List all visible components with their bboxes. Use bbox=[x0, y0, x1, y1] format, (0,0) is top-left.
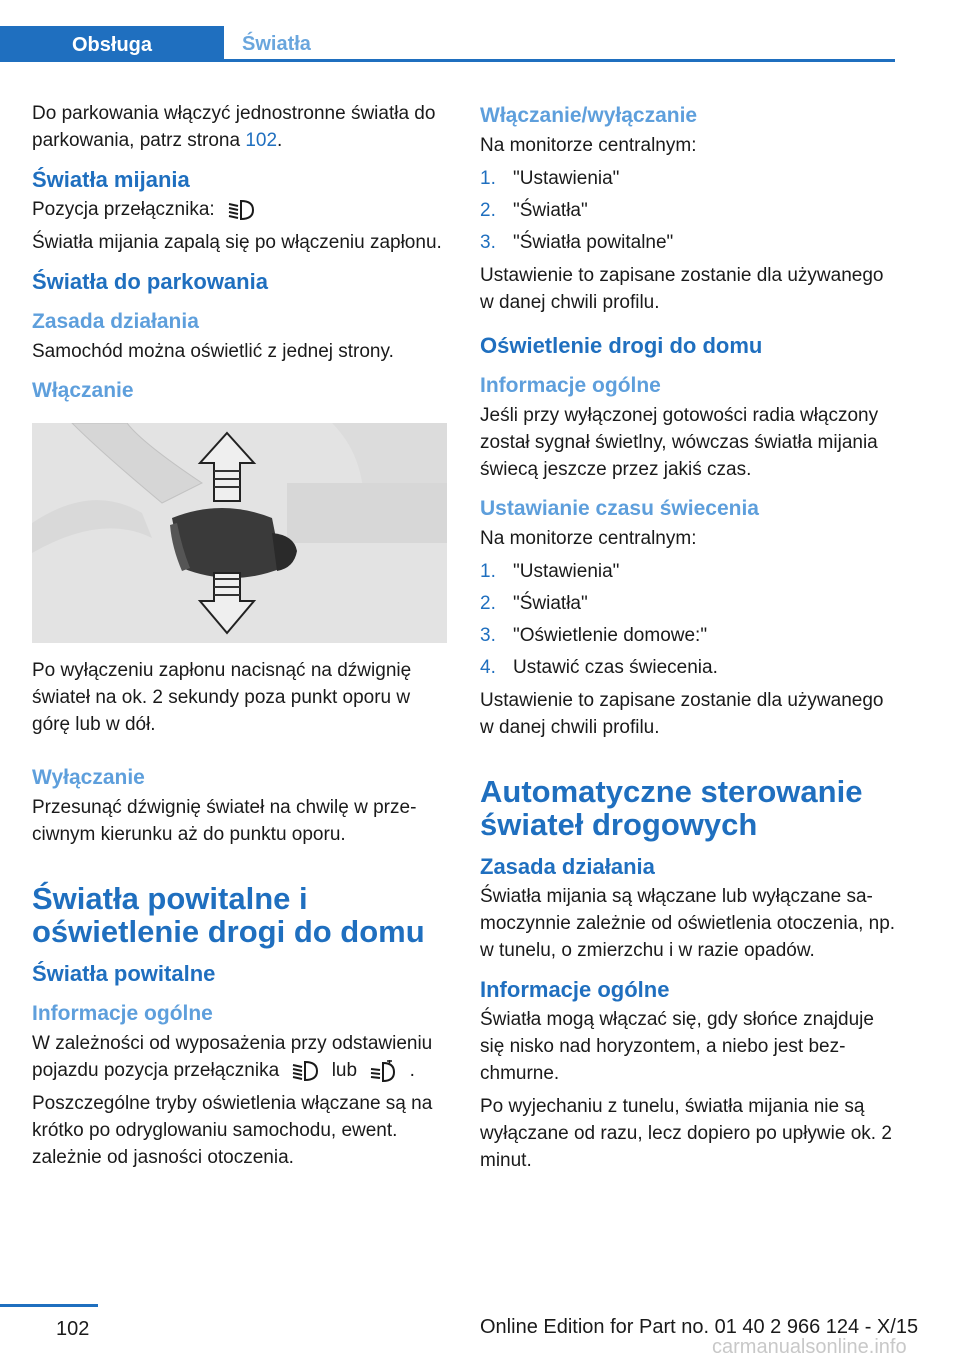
list-item: 1. "Ustawienia" bbox=[480, 561, 620, 582]
auto-general-heading: Informacje ogólne bbox=[480, 977, 670, 1002]
duration-heading: Ustawianie czasu świecenia bbox=[480, 497, 759, 520]
saved-text: Ustawienie to zapisane zostanie dla używanego w danej chwili profilu. bbox=[480, 265, 884, 313]
page-number: 102 bbox=[56, 1318, 90, 1340]
home-general-text: Jeśli przy wyłączonej gotowości radia włączony został sygnał świetlny, wówczas światła mijania świecą jeszcze przez jakiś czas. bbox=[480, 405, 879, 480]
low-beam-text: Światła mijania zapalą się po włączeniu zapłonu. bbox=[32, 232, 442, 253]
saved-text-2: Ustawienie to zapisane zostanie dla używanego w danej chwili profilu. bbox=[480, 690, 884, 738]
general-info-text bbox=[32, 1030, 450, 1084]
intro-paragraph bbox=[32, 100, 450, 154]
header-tabs bbox=[0, 26, 895, 62]
switch-off-text: Przesunąć dźwignię świateł na chwilę w przeciwnym kierunku aż do punktu oporu. bbox=[32, 797, 417, 845]
switch-off-heading: Wyłączanie bbox=[32, 766, 145, 789]
general-info-text-or: lub bbox=[331, 1060, 358, 1081]
low-beam-icon bbox=[226, 199, 256, 221]
left-column bbox=[32, 100, 450, 1177]
lever-diagram bbox=[32, 423, 447, 643]
welcome-lights-heading: Światła powitalne i oświetlenie drogi do domu bbox=[32, 881, 425, 949]
steps-list-1 bbox=[480, 165, 898, 256]
page-link-102[interactable]: 102 bbox=[245, 130, 278, 151]
intro-end: . bbox=[277, 130, 283, 151]
switch-position-line bbox=[32, 196, 450, 223]
right-column bbox=[480, 102, 898, 1180]
home-lights-heading: Oświetlenie drogi do domu bbox=[480, 333, 763, 358]
intro-text: Do parkowania włączyć jednostronne światła do parkowania, patrz strona bbox=[32, 103, 436, 151]
general-info-heading: Informacje ogólne bbox=[32, 1002, 213, 1025]
lever-illustration bbox=[32, 423, 447, 643]
onoff-heading: Włączanie/wyłączanie bbox=[480, 104, 698, 127]
principle-heading: Zasada działania bbox=[32, 310, 199, 333]
monitor-text: Na monitorze centralnym: bbox=[480, 135, 697, 156]
tab-swiatla[interactable]: Światła bbox=[242, 32, 311, 55]
welcome-lights-subheading: Światła powitalne bbox=[32, 961, 216, 986]
switch-on-text: Po wyłączeniu zapłonu nacisnąć na dźwignię świateł na ok. 2 sekundy poza punkt oporu w górę lub w dół. bbox=[32, 660, 412, 735]
auto-tunnel-text: Po wyjechaniu z tunelu, światła mijania nie są wyłączane od razu, lecz dopiero po upływie ok. 2 minut. bbox=[480, 1096, 892, 1171]
low-beam-icon bbox=[290, 1060, 320, 1082]
general-info-text2: Poszczególne tryby oświetlenia włączane są na krótko po odryglowaniu samochodu, ewent. zależnie od jasności otoczenia. bbox=[32, 1093, 433, 1168]
footer-divider bbox=[0, 1304, 98, 1307]
list-item: 4. Ustawić czas świecenia. bbox=[480, 657, 718, 678]
list-item: 3. "Światła powitalne" bbox=[480, 232, 674, 253]
home-general-heading: Informacje ogólne bbox=[480, 374, 661, 397]
general-info-text-a: W zależności od wyposażenia przy odstawieniu pojazdu pozycja przełącznika bbox=[32, 1033, 433, 1081]
watermark: carmanualsonline.info bbox=[712, 1336, 907, 1358]
list-item: 2. "Światła" bbox=[480, 593, 588, 614]
auto-high-beam-heading: Automatyczne sterowanie świateł drogowych bbox=[480, 774, 863, 842]
general-info-text-end: . bbox=[409, 1060, 415, 1081]
steps-list-2 bbox=[480, 558, 898, 681]
principle-text: Samochód można oświetlić z jednej strony. bbox=[32, 341, 394, 362]
list-item: 3. "Oświetlenie domowe:" bbox=[480, 625, 708, 646]
low-beam-heading: Światła mijania bbox=[32, 167, 190, 192]
edition-text: Online Edition for Part no. 01 40 2 966 124 - X/15 bbox=[480, 1316, 919, 1338]
automatic-headlight-icon bbox=[368, 1060, 398, 1082]
switch-position-label: Pozycja przełącznika: bbox=[32, 199, 215, 220]
auto-principle-heading: Zasada działania bbox=[480, 854, 655, 879]
switch-on-heading: Włączanie bbox=[32, 379, 134, 402]
header-divider bbox=[0, 59, 895, 62]
auto-principle-text: Światła mijania są włączane lub wyłączane samoczynnie zależnie od oświetlenia otoczenia, np. w tunelu, o zmierzchu i w razie opadów. bbox=[480, 886, 896, 961]
list-item: 2. "Światła" bbox=[480, 200, 588, 221]
list-item: 1. "Ustawienia" bbox=[480, 168, 620, 189]
parking-lights-heading: Światła do parkowania bbox=[32, 269, 268, 294]
tab-obsluga[interactable]: Obsługa bbox=[0, 26, 224, 62]
monitor-text-2: Na monitorze centralnym: bbox=[480, 528, 697, 549]
auto-general-text: Światła mogą włączać się, gdy słońce znajduje się nisko nad horyzontem, a niebo jest bezchmurne. bbox=[480, 1009, 874, 1084]
